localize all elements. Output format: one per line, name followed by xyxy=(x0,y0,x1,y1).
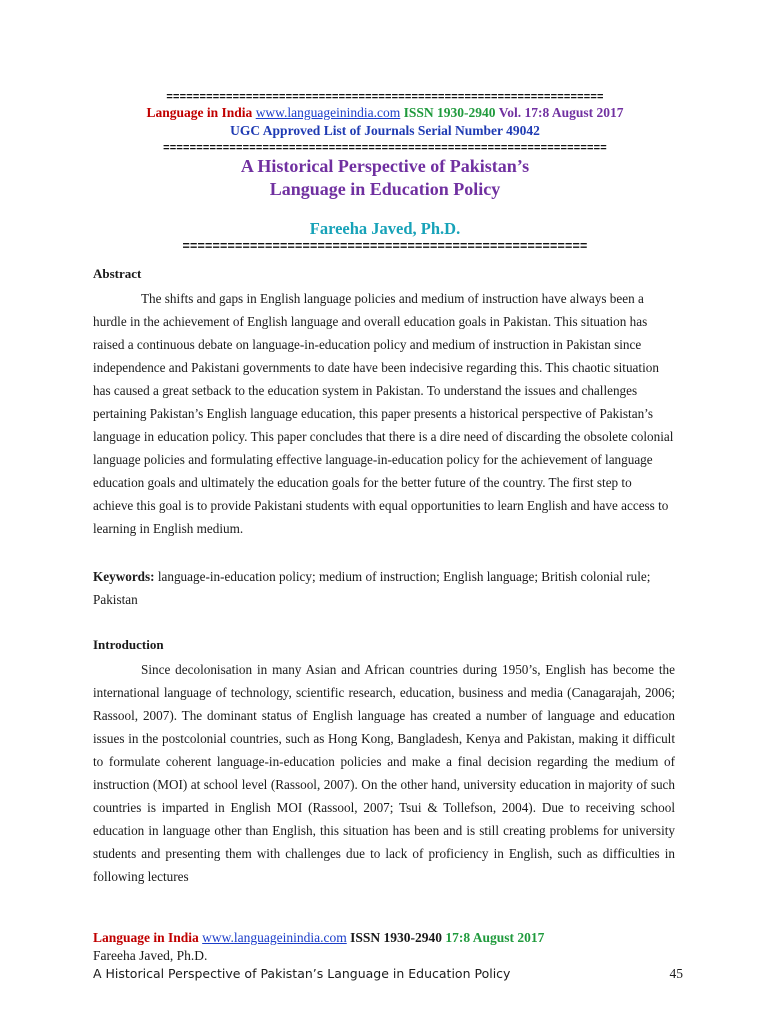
article-author: Fareeha Javed, Ph.D. xyxy=(309,219,461,238)
abstract-heading: Abstract xyxy=(93,266,142,281)
page-number: 45 xyxy=(669,966,683,981)
introduction-heading: Introduction xyxy=(93,637,164,652)
footer-issue: 17:8 August 2017 xyxy=(445,930,545,945)
ugc-approval-line: UGC Approved List of Journals Serial Number 49042 xyxy=(230,123,540,138)
abstract-paragraph: The shifts and gaps in English language policies and medium of instruction have always been a hurdle in the achievement of English language and overall education goals in Pakistan. This situation has raised a continuous debate on language-in-education policy and medium of instruction in Pakistan since independence and Pakistani governments to date have been indecisive regarding this. This chaotic situation has caused a great setback to the education system in Pakistan. To understand the issues and challenges pertaining Pakistan’s English language education, this paper presents a historical perspective of Pakistan’s language in education policy. This paper concludes that there is a dire need of discarding the obsolete colonial language policies and formulating effective language-in-education policy for the achievement of language education goals and ultimately the education goals for the better future of the country. The first step to achieve this goal is to provide Pakistani students with equal opportunities to learn English and have access to learning in English medium. xyxy=(93,291,674,536)
introduction-paragraph: Since decolonisation in many Asian and African countries during 1950’s, English has become the international language of technology, scientific research, education, business and media (Canagarajah, 2006; Rassool, 2007). The dominant status of English language has created a number of language and education issues in the postcolonial countries, such as Hong Kong, Bangladesh, Kenya and Pakistan, making it difficult to formulate coherent language-in-education policies and make a final decision regarding the medium of instruction (MOI) at school level (Rassool, 2007). On the other hand, university education in majority of such countries is imparted in English MOI (Rassool, 2007; Tsui & Tollefson, 2004). Due to receiving school education in language other than English, this situation has been and is still creating problems for university students and presenting them with challenges due to lack of proficiency in English, such as difficulties in following lectures xyxy=(93,662,675,884)
footer-journal-name: Language in India xyxy=(93,930,199,945)
page-footer xyxy=(93,929,683,983)
footer-author: Fareeha Javed, Ph.D. xyxy=(93,948,208,963)
keywords-text: language-in-education policy; medium of instruction; English language; British colonial rule; Pakistan xyxy=(93,569,651,607)
article-title-line-2: Language in Education Policy xyxy=(269,179,501,199)
separator-rule: ====================================================== xyxy=(182,240,588,252)
separator-rule: ================================================================== xyxy=(166,91,604,103)
footer-issn: ISSN 1930-2940 xyxy=(350,930,443,945)
journal-name: Language in India xyxy=(146,105,253,120)
journal-volume: Vol. 17:8 August 2017 xyxy=(498,105,624,120)
journal-masthead xyxy=(92,104,678,122)
article-title-line-1: A Historical Perspective of Pakistan’s xyxy=(240,156,530,176)
footer-article-title: A Historical Perspective of Pakistan’s Language in Education Policy xyxy=(93,966,511,981)
journal-issn: ISSN 1930-2940 xyxy=(403,105,496,120)
keywords-line xyxy=(93,565,675,611)
keywords-label: Keywords: xyxy=(93,569,155,584)
journal-url-link[interactable]: www.languageinindia.com xyxy=(255,105,401,120)
separator-rule: =================================================================== xyxy=(163,142,607,154)
footer-journal-url-link[interactable]: www.languageinindia.com xyxy=(202,930,347,945)
